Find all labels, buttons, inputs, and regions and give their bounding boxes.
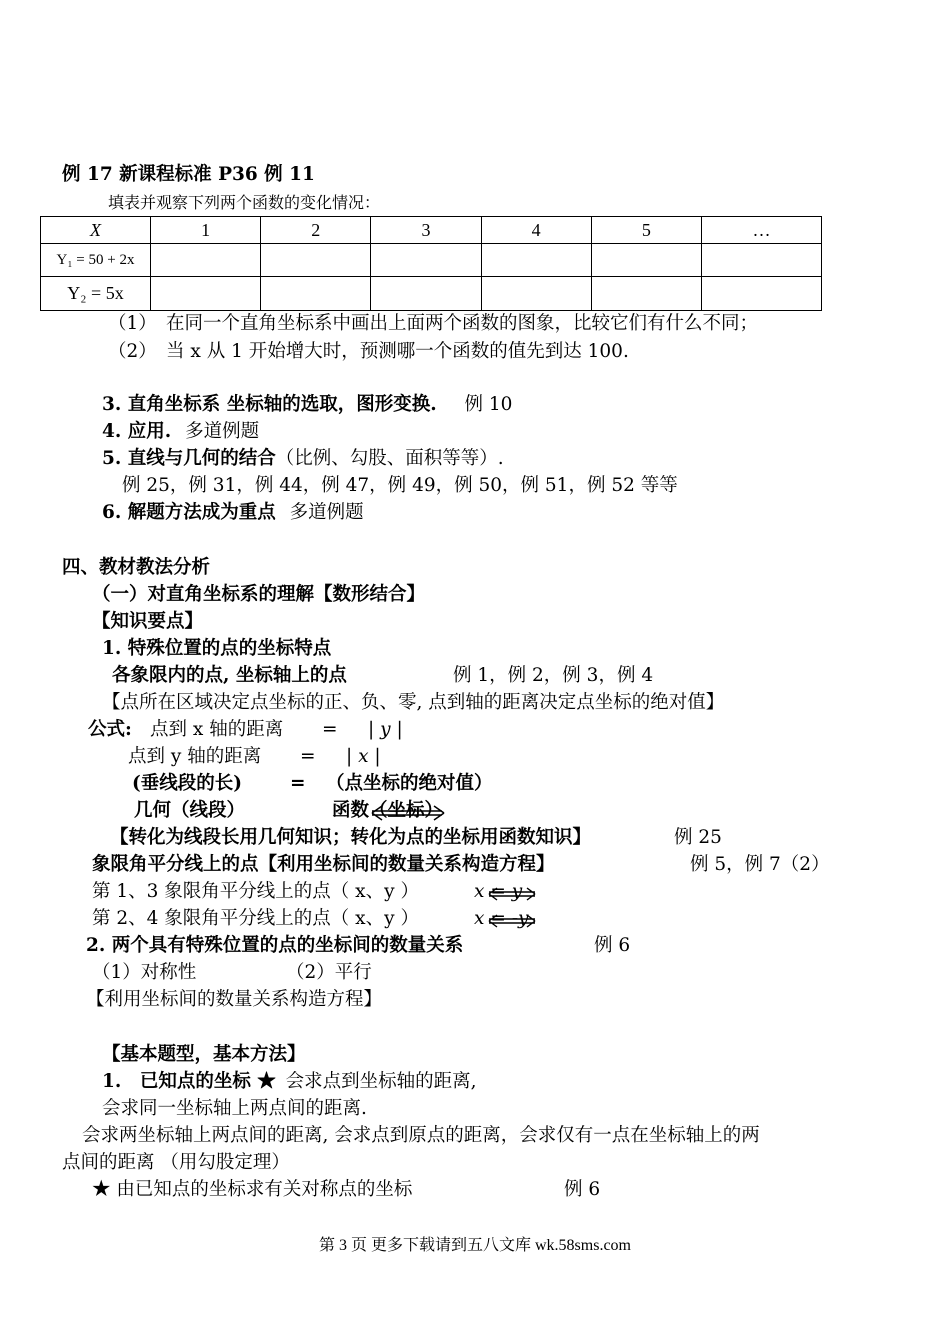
- equals-sign: =: [290, 773, 306, 794]
- function-table: [40, 216, 822, 311]
- table-header-cell: …: [702, 217, 822, 244]
- abs-value: （点坐标的绝对值）: [326, 773, 493, 794]
- equation-note: 【利用坐标间的数量关系构造方程】: [86, 989, 383, 1010]
- table-cell: [702, 277, 822, 311]
- table-cell: [371, 277, 481, 311]
- knowledge-heading: 【知识要点】: [92, 611, 204, 632]
- function-label-text: 函数（坐标）: [332, 800, 444, 821]
- item-6: [102, 501, 364, 525]
- basic-title: 【基本题型，基本方法】: [102, 1044, 306, 1065]
- point-2: 2. 两个具有特殊位置的点的坐标间的数量关系: [86, 935, 464, 956]
- table-cell: [151, 244, 261, 277]
- basic-line-4: 点间的距离 （用勾股定理）: [62, 1152, 290, 1173]
- equals-sign: =: [322, 719, 338, 740]
- item-3: [102, 393, 512, 417]
- double-arrow-icon: [486, 885, 538, 903]
- bisector-ref: 例 5，例 7（2）: [690, 854, 830, 875]
- row-label-y2: Y₂ = 5x: [41, 277, 151, 311]
- section-4-title: 四、教材教法分析: [62, 557, 211, 578]
- question-2: （2） 当 x 从 1 开始增大时，预测哪一个函数的值先到达 100.: [108, 341, 629, 362]
- bisector-24-relation: x = -y: [474, 908, 529, 929]
- quadrant-refs: 例 1，例 2，例 3，例 4: [453, 665, 654, 686]
- table-header-cell: 3: [371, 217, 481, 244]
- dist-x-value: | y |: [368, 719, 403, 740]
- question-1: （1） 在同一个直角坐标系中画出上面两个函数的图象，比较它们有什么不同；: [108, 313, 759, 334]
- item-4-title: 4. 应用.: [102, 421, 172, 442]
- item-4-text: 多道例题: [185, 421, 260, 442]
- dist-y-value: | x |: [346, 746, 381, 767]
- section-4-sub1: （一）对直角坐标系的理解【数形结合】: [92, 584, 426, 605]
- item-5: [102, 447, 504, 471]
- item-4: [102, 420, 259, 444]
- table-cell: [591, 244, 701, 277]
- table-cell: [261, 244, 371, 277]
- dist-x-label: 点到 x 轴的距离: [150, 719, 284, 740]
- item-6-title: 6. 解题方法成为重点: [102, 502, 276, 523]
- item-5-title: 5. 直线与几何的结合: [102, 448, 276, 469]
- quadrant-line: [112, 664, 347, 688]
- parallel-label: （2）平行: [286, 962, 372, 983]
- basic-line-2: 会求同一坐标轴上两点间的距离.: [102, 1098, 367, 1119]
- double-arrow-icon: [486, 912, 538, 930]
- bisector-13-relation: x = y: [474, 881, 523, 902]
- dist-y-label: 点到 y 轴的距离: [128, 746, 262, 767]
- basic-item-1-title: 1. 已知点的坐标 ★: [102, 1071, 276, 1092]
- item-6-text: 多道例题: [289, 502, 364, 523]
- basic-item-1: [102, 1070, 477, 1094]
- convert-note: 【转化为线段长用几何知识；转化为点的坐标用函数知识】: [110, 827, 592, 848]
- table-header-cell: 2: [261, 217, 371, 244]
- table-cell: [151, 277, 261, 311]
- item-3-title: 3. 直角坐标系 坐标轴的选取，图形变换.: [102, 394, 437, 415]
- table-row: [41, 277, 822, 311]
- page-footer: 第 3 页 更多下载请到五八文库 wk.58sms.com: [318, 1237, 631, 1254]
- example-heading: 例 17 新课程标准 P36 例 11: [62, 164, 315, 185]
- bisector-24: 第 2、4 象限角平分线上的点（ x、y ）: [92, 908, 419, 929]
- basic-item-1-text: 会求点到坐标轴的距离,: [285, 1071, 477, 1092]
- equals-sign: =: [300, 746, 316, 767]
- convert-ref: 例 25: [674, 827, 722, 848]
- point-2-ref: 例 6: [594, 935, 631, 956]
- double-arrow-icon: [368, 802, 448, 824]
- table-header-cell: X: [41, 217, 151, 244]
- table-header-cell: 5: [591, 217, 701, 244]
- table-cell: [261, 277, 371, 311]
- table-header-row: [41, 217, 822, 244]
- basic-line-3: 会求两坐标轴上两点间的距离, 会求点到原点的距离，会求仅有一点在坐标轴上的两: [82, 1125, 760, 1146]
- formula-label: 公式:: [88, 719, 132, 740]
- symmetry-label: （1）对称性: [92, 962, 197, 983]
- point-1: 1. 特殊位置的点的坐标特点: [102, 638, 332, 659]
- row-label-y1: Y₁ = 50 + 2x: [41, 244, 151, 277]
- perp-segment: (垂线段的长): [132, 773, 243, 794]
- table-row: [41, 244, 822, 277]
- bisector-13: 第 1、3 象限角平分线上的点（ x、y ）: [92, 881, 419, 902]
- table-cell: [481, 244, 591, 277]
- quadrant-points: 各象限内的点, 坐标轴上的点: [112, 665, 347, 686]
- table-intro: 填表并观察下列两个函数的变化情况：: [108, 193, 381, 212]
- bisector-heading: 象限角平分线上的点【利用坐标间的数量关系构造方程】: [92, 854, 555, 875]
- table-cell: [371, 244, 481, 277]
- item-3-ref: 例 10: [464, 394, 513, 415]
- table-cell: [591, 277, 701, 311]
- basic-line-5-ref: 例 6: [564, 1179, 601, 1200]
- item-5-text: （比例、勾股、面积等等）.: [275, 448, 504, 469]
- table-cell: [702, 244, 822, 277]
- geometry-label: 几何（线段）: [134, 800, 246, 821]
- table-header-cell: 4: [481, 217, 591, 244]
- table-header-cell: 1: [151, 217, 261, 244]
- basic-line-5: ★ 由已知点的坐标求有关对称点的坐标: [92, 1179, 413, 1200]
- item-5-examples: 例 25，例 31，例 44，例 47，例 49，例 50，例 51，例 52 等等: [122, 475, 678, 496]
- region-note: 【点所在区域决定点坐标的正、负、零, 点到轴的距离决定点坐标的绝对值】: [102, 692, 725, 713]
- table-cell: [481, 277, 591, 311]
